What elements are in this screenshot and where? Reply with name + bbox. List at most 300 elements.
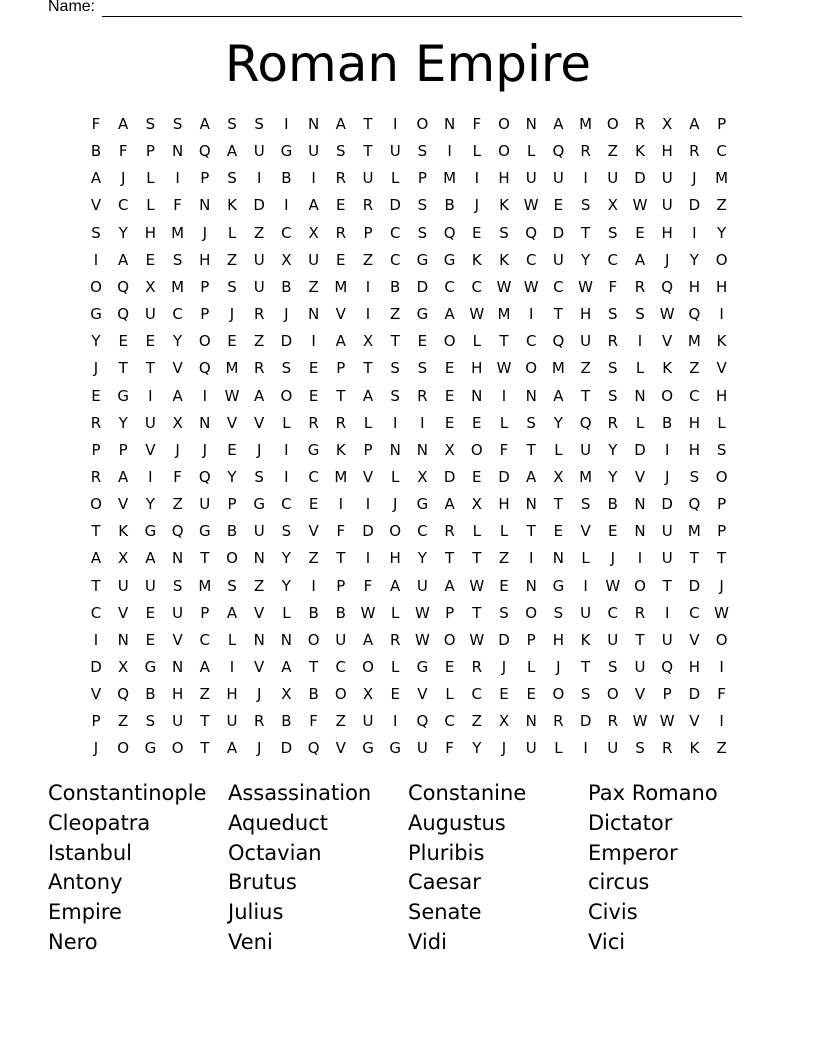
grid-letter: U	[199, 495, 211, 514]
grid-letter: N	[171, 549, 184, 568]
grid-letter: E	[417, 332, 428, 351]
grid-letter: S	[91, 223, 101, 242]
grid-letter: H	[498, 495, 510, 514]
grid-letter: Q	[171, 522, 184, 541]
grid-letter: Y	[281, 576, 291, 595]
grid-letter: L	[554, 739, 563, 758]
grid-letter: C	[389, 223, 401, 242]
grid-letter: R	[580, 142, 591, 161]
grid-letter: O	[498, 142, 510, 161]
grid-letter: W	[578, 277, 594, 296]
grid-letter: G	[144, 739, 157, 758]
grid-letter: M	[715, 169, 729, 188]
grid-letter: R	[389, 630, 401, 649]
word-bank-item: Constantinople	[48, 781, 207, 805]
grid-letter: S	[580, 495, 591, 514]
grid-letter: S	[689, 467, 700, 486]
grid-letter: Z	[118, 712, 129, 731]
grid-letter: L	[146, 169, 155, 188]
grid-letter: B	[281, 169, 292, 188]
grid-letter: O	[606, 115, 619, 133]
grid-letter: Q	[661, 658, 674, 676]
grid-letter: R	[308, 413, 319, 432]
grid-letter: I	[501, 386, 507, 405]
grid-letter: Y	[281, 549, 291, 568]
grid-letter: Y	[553, 413, 563, 432]
grid-letter: Z	[716, 739, 727, 758]
grid-letter: V	[226, 413, 238, 432]
grid-letter: Y	[608, 467, 618, 486]
page-title: Roman Empire	[224, 35, 592, 93]
grid-letter: I	[583, 169, 588, 188]
grid-letter: N	[525, 115, 537, 133]
grid-letter: I	[148, 467, 153, 486]
grid-letter: A	[145, 549, 156, 568]
grid-letter: U	[144, 305, 156, 324]
grid-letter: O	[362, 658, 374, 676]
grid-letter: L	[391, 169, 400, 188]
grid-letter: O	[90, 495, 102, 514]
grid-letter: K	[499, 250, 509, 269]
grid-letter: W	[659, 712, 675, 731]
grid-letter: K	[471, 250, 482, 269]
grid-letter: R	[417, 386, 428, 405]
grid-letter: Z	[226, 250, 238, 269]
grid-letter: V	[172, 630, 183, 649]
grid-letter: G	[307, 440, 320, 459]
grid-letter: N	[471, 386, 483, 405]
grid-letter: J	[284, 305, 289, 324]
grid-letter: T	[581, 223, 591, 242]
grid-letter: R	[90, 467, 102, 486]
grid-letter: R	[362, 196, 374, 215]
grid-letter: I	[719, 712, 724, 731]
grid-letter: T	[390, 332, 400, 351]
grid-letter: U	[253, 522, 265, 541]
grid-letter: U	[144, 413, 156, 432]
grid-letter: V	[634, 685, 646, 704]
grid-letter: H	[471, 359, 483, 378]
grid-letter: W	[496, 277, 512, 296]
grid-letter: J	[202, 223, 208, 242]
grid-letter: R	[335, 413, 347, 432]
grid-letter: T	[336, 549, 346, 568]
grid-letter: N	[634, 522, 646, 541]
grid-letter: C	[607, 603, 619, 622]
grid-letter: T	[91, 522, 101, 541]
grid-letter: R	[607, 332, 619, 351]
grid-letter: S	[417, 223, 428, 242]
grid-letter: O	[715, 467, 728, 486]
grid-letter: Q	[117, 277, 130, 296]
grid-letter: C	[417, 522, 428, 541]
grid-letter: V	[362, 467, 374, 486]
grid-letter: Q	[661, 277, 674, 296]
grid-letter: T	[526, 440, 536, 459]
grid-letter: N	[307, 305, 320, 324]
grid-letter: V	[716, 359, 727, 378]
grid-letter: S	[390, 386, 400, 405]
grid-letter: S	[608, 386, 618, 405]
grid-letter: N	[525, 576, 537, 595]
grid-letter: C	[525, 332, 537, 351]
grid-letter: K	[662, 359, 673, 378]
grid-letter: C	[716, 142, 727, 161]
grid-letter: P	[200, 169, 210, 188]
grid-letter: I	[637, 332, 643, 351]
grid-letter: X	[553, 467, 564, 486]
grid-letter: R	[607, 413, 619, 432]
grid-letter: T	[581, 386, 591, 405]
grid-letter: P	[417, 169, 427, 188]
grid-letter: P	[717, 522, 727, 541]
grid-letter: B	[335, 603, 346, 622]
grid-letter: D	[362, 522, 374, 541]
grid-letter: P	[91, 712, 101, 731]
grid-letter: S	[227, 169, 237, 188]
grid-letter: U	[580, 603, 592, 622]
grid-letter: P	[717, 495, 727, 514]
grid-letter: A	[172, 386, 183, 405]
grid-letter: D	[634, 440, 646, 459]
grid-letter: I	[311, 332, 316, 351]
grid-letter: O	[280, 386, 293, 405]
grid-letter: S	[254, 115, 264, 133]
grid-letter: D	[634, 169, 646, 188]
grid-letter: U	[117, 576, 129, 595]
grid-letter: E	[553, 522, 564, 541]
grid-letter: U	[607, 630, 619, 649]
grid-letter: H	[144, 223, 157, 242]
grid-letter: J	[202, 440, 208, 459]
grid-letter: Q	[688, 305, 701, 324]
grid-letter: N	[307, 115, 320, 133]
grid-letter: D	[688, 576, 701, 595]
grid-letter: S	[608, 305, 618, 324]
grid-letter: O	[307, 630, 320, 649]
grid-letter: E	[145, 250, 156, 269]
grid-letter: L	[635, 359, 645, 378]
grid-letter: T	[472, 549, 482, 568]
grid-letter: H	[226, 685, 238, 704]
grid-letter: Y	[118, 223, 128, 242]
grid-letter: E	[336, 250, 346, 269]
grid-letter: L	[282, 603, 291, 622]
grid-letter: E	[308, 386, 319, 405]
grid-letter: I	[311, 169, 316, 188]
grid-letter: C	[689, 386, 700, 405]
grid-letter: V	[118, 603, 129, 622]
grid-letter: A	[390, 576, 401, 595]
grid-letter: N	[199, 196, 211, 215]
grid-letter: S	[608, 359, 618, 378]
grid-letter: M	[497, 305, 511, 324]
grid-letter: S	[281, 359, 292, 378]
grid-letter: X	[281, 685, 292, 704]
grid-letter: J	[692, 169, 697, 188]
grid-letter: R	[634, 603, 646, 622]
grid-letter: I	[392, 115, 398, 133]
grid-letter: L	[391, 658, 400, 676]
word-bank-item: Aqueduct	[228, 810, 328, 835]
grid-letter: M	[579, 115, 593, 133]
grid-letter: S	[526, 413, 536, 432]
grid-letter: T	[363, 359, 373, 378]
grid-letter: V	[417, 685, 428, 704]
grid-letter: J	[256, 440, 262, 459]
word-bank-item: Dictator	[588, 810, 673, 835]
grid-letter: T	[689, 549, 699, 568]
grid-letter: U	[525, 739, 537, 758]
grid-letter: E	[227, 332, 237, 351]
grid-letter: N	[253, 549, 265, 568]
grid-letter: N	[525, 712, 537, 731]
grid-letter: X	[417, 467, 428, 486]
grid-letter: T	[717, 549, 727, 568]
grid-letter: W	[469, 630, 485, 649]
grid-letter: E	[499, 576, 509, 595]
word-bank-item: Cleopatra	[48, 810, 151, 835]
grid-letter: N	[389, 440, 401, 459]
grid-letter: Z	[335, 712, 346, 731]
grid-letter: D	[579, 712, 592, 731]
grid-letter: E	[91, 386, 101, 405]
grid-letter: G	[90, 305, 102, 324]
grid-letter: I	[93, 250, 99, 269]
grid-letter: W	[605, 576, 621, 595]
grid-letter: S	[281, 522, 292, 541]
grid-letter: C	[389, 250, 401, 269]
grid-letter: E	[145, 332, 156, 351]
grid-letter: V	[580, 522, 591, 541]
grid-letter: S	[635, 739, 645, 758]
grid-letter: N	[253, 630, 265, 649]
grid-letter: U	[144, 576, 156, 595]
grid-letter: O	[443, 630, 456, 649]
grid-letter: C	[281, 495, 292, 514]
grid-letter: U	[362, 712, 374, 731]
grid-letter: I	[365, 277, 371, 296]
grid-letter: I	[284, 196, 289, 215]
grid-letter: A	[226, 142, 238, 161]
grid-letter: J	[392, 495, 398, 514]
grid-letter: T	[553, 495, 563, 514]
grid-letter: U	[661, 630, 673, 649]
grid-letter: I	[284, 467, 289, 486]
grid-letter: T	[363, 142, 373, 161]
word-bank-item: Nero	[48, 930, 98, 954]
grid-letter: G	[552, 576, 565, 595]
grid-letter: S	[336, 142, 346, 161]
grid-letter: A	[362, 386, 374, 405]
grid-letter: E	[308, 495, 319, 514]
grid-letter: I	[583, 739, 588, 758]
grid-letter: Z	[607, 142, 618, 161]
grid-letter: W	[659, 305, 675, 324]
grid-letter: Q	[198, 142, 211, 161]
grid-letter: C	[525, 250, 537, 269]
grid-letter: O	[498, 115, 510, 133]
grid-letter: J	[501, 658, 507, 676]
grid-letter: L	[499, 522, 509, 541]
grid-letter: A	[90, 169, 102, 188]
grid-letter: H	[199, 250, 211, 269]
grid-letter: P	[91, 440, 101, 459]
grid-letter: Z	[689, 359, 700, 378]
grid-letter: T	[91, 576, 101, 595]
grid-letter: L	[445, 685, 454, 704]
word-bank-item: Istanbul	[48, 840, 133, 865]
grid-letter: G	[416, 658, 429, 676]
grid-letter: L	[472, 522, 481, 541]
grid-letter: E	[553, 196, 564, 215]
grid-letter: Y	[581, 250, 591, 269]
grid-letter: R	[689, 142, 700, 161]
grid-letter: I	[284, 440, 289, 459]
word-bank-item: Veni	[228, 930, 273, 954]
grid-letter: J	[664, 467, 670, 486]
grid-letter: G	[144, 658, 157, 676]
grid-letter: J	[93, 359, 99, 378]
grid-letter: I	[719, 305, 724, 324]
grid-letter: B	[444, 196, 455, 215]
grid-letter: I	[311, 576, 316, 595]
grid-letter: K	[499, 196, 509, 215]
grid-letter: O	[226, 549, 238, 568]
grid-letter: V	[90, 196, 102, 215]
grid-letter: I	[202, 386, 208, 405]
grid-letter: O	[552, 685, 565, 704]
grid-letter: X	[118, 549, 129, 568]
grid-letter: E	[472, 467, 482, 486]
grid-letter: Z	[716, 196, 727, 215]
grid-letter: E	[444, 413, 455, 432]
grid-letter: Y	[717, 223, 727, 242]
grid-letter: I	[474, 169, 480, 188]
grid-letter: I	[365, 305, 371, 324]
grid-letter: P	[526, 630, 536, 649]
grid-letter: U	[552, 250, 564, 269]
grid-letter: E	[145, 603, 156, 622]
grid-letter: U	[253, 250, 265, 269]
grid-letter: G	[253, 495, 265, 514]
grid-letter: U	[607, 739, 619, 758]
grid-letter: F	[309, 712, 318, 731]
grid-letter: F	[445, 739, 454, 758]
grid-letter: H	[389, 549, 401, 568]
grid-letter: W	[414, 603, 430, 622]
grid-letter: J	[610, 549, 616, 568]
grid-letter: W	[523, 277, 539, 296]
grid-letter: R	[253, 359, 265, 378]
word-bank-item: Brutus	[228, 870, 297, 895]
grid-letter: B	[308, 685, 319, 704]
grid-letter: A	[526, 467, 537, 486]
grid-letter: E	[308, 359, 319, 378]
grid-letter: E	[390, 685, 400, 704]
grid-letter: S	[499, 223, 509, 242]
grid-letter: Y	[91, 332, 101, 351]
grid-letter: J	[175, 440, 180, 459]
grid-letter: S	[145, 115, 156, 133]
grid-letter: H	[661, 142, 673, 161]
grid-letter: U	[661, 549, 673, 568]
grid-letter: V	[254, 413, 265, 432]
grid-letter: L	[391, 467, 400, 486]
grid-letter: H	[715, 277, 728, 296]
grid-letter: W	[469, 576, 485, 595]
grid-letter: H	[171, 685, 184, 704]
grid-letter: P	[336, 359, 346, 378]
grid-letter: J	[501, 739, 507, 758]
grid-letter: W	[714, 603, 730, 622]
grid-letter: O	[443, 332, 456, 351]
grid-letter: Y	[118, 413, 128, 432]
grid-letter: W	[496, 359, 512, 378]
grid-letter: T	[553, 305, 563, 324]
grid-letter: T	[526, 522, 536, 541]
grid-letter: A	[444, 495, 455, 514]
grid-letter: P	[662, 685, 672, 704]
grid-letter: R	[335, 223, 347, 242]
grid-letter: L	[227, 630, 237, 649]
grid-letter: T	[145, 359, 155, 378]
grid-letter: I	[365, 495, 371, 514]
grid-letter: D	[280, 332, 293, 351]
grid-letter: G	[280, 142, 293, 161]
grid-letter: O	[90, 277, 102, 296]
grid-letter: I	[338, 495, 344, 514]
grid-letter: B	[281, 277, 292, 296]
grid-letter: J	[120, 169, 126, 188]
grid-letter: F	[91, 115, 101, 133]
grid-letter: C	[308, 467, 319, 486]
grid-letter: S	[499, 603, 509, 622]
grid-letter: P	[118, 440, 128, 459]
grid-letter: U	[552, 169, 564, 188]
grid-letter: H	[688, 658, 701, 676]
grid-letter: F	[173, 467, 182, 486]
grid-letter: N	[416, 440, 428, 459]
grid-letter: H	[579, 305, 592, 324]
grid-letter: D	[90, 658, 102, 676]
grid-letter: E	[336, 196, 346, 215]
grid-letter: C	[172, 305, 183, 324]
grid-letter: I	[256, 169, 262, 188]
grid-letter: O	[661, 386, 674, 405]
grid-letter: X	[498, 712, 510, 731]
grid-letter: X	[281, 250, 292, 269]
grid-letter: R	[553, 712, 564, 731]
grid-letter: K	[716, 332, 727, 351]
grid-letter: S	[172, 576, 183, 595]
grid-letter: J	[256, 739, 262, 758]
grid-letter: E	[118, 332, 128, 351]
grid-letter: K	[580, 630, 591, 649]
grid-letter: B	[145, 685, 156, 704]
grid-letter: Z	[471, 712, 482, 731]
grid-letter: U	[661, 169, 673, 188]
grid-letter: A	[335, 332, 346, 351]
grid-letter: L	[391, 603, 400, 622]
grid-letter: T	[499, 332, 509, 351]
grid-letter: F	[173, 196, 182, 215]
grid-letter: T	[118, 359, 128, 378]
grid-letter: O	[715, 250, 728, 269]
grid-letter: S	[417, 359, 428, 378]
word-bank-item: Assassination	[228, 781, 372, 805]
grid-letter: D	[688, 685, 701, 704]
